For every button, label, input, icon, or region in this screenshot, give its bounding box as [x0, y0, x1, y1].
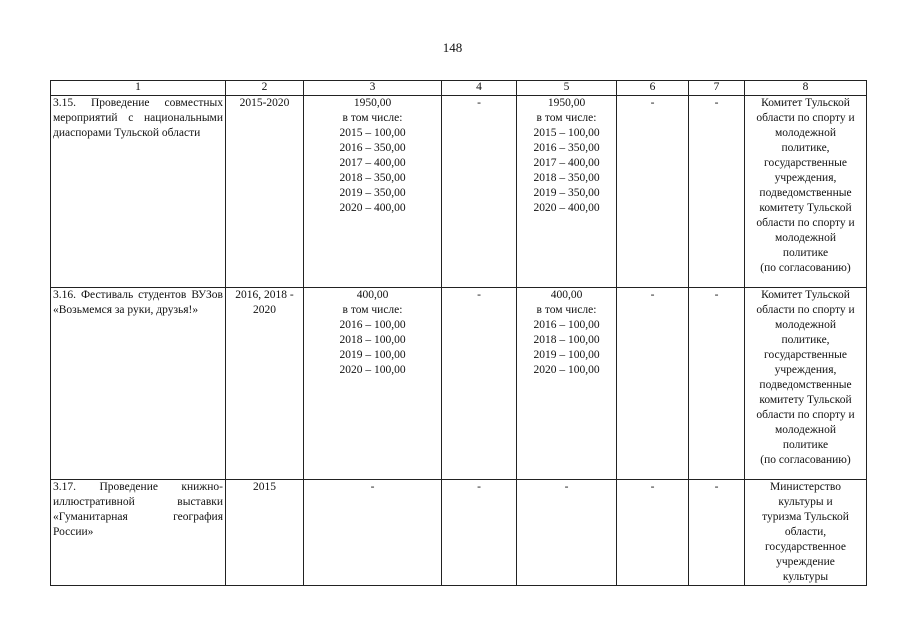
column-header: 7 [689, 81, 745, 96]
funding-line: 2020 – 100,00 [533, 364, 600, 376]
executor-line: политике [782, 247, 829, 259]
total-funding [304, 480, 442, 586]
column-header: 1 [51, 81, 226, 96]
table-row [51, 288, 867, 480]
program-table [50, 80, 867, 586]
funding-line: 2016 – 350,00 [533, 142, 600, 154]
col7-value: - [689, 480, 745, 586]
funding-line: - [564, 481, 569, 493]
executor-line: политике, [781, 334, 830, 346]
executor-line: государственное [764, 541, 847, 553]
executor-line: культуры [782, 571, 829, 583]
column-header: 8 [745, 81, 867, 96]
funding-line: 2017 – 400,00 [339, 157, 406, 169]
executor-line: Комитет Тульской [761, 97, 850, 109]
funding-line: 2020 – 400,00 [533, 202, 600, 214]
column-header: 6 [617, 81, 689, 96]
executor-line: молодежной [775, 424, 836, 436]
col7-value: - [689, 96, 745, 288]
funding-line: 2018 – 350,00 [339, 172, 406, 184]
col4-value: - [442, 288, 517, 480]
funding-line: 2019 – 350,00 [533, 187, 600, 199]
executor-line: области по спорту и [756, 409, 855, 421]
executor-line: учреждения, [774, 364, 837, 376]
executor-line: области по спорту и [756, 304, 855, 316]
executor [745, 96, 867, 288]
regional-funding [517, 480, 617, 586]
executor-line: области, [784, 526, 827, 538]
page-number: 148 [442, 40, 463, 55]
executor [745, 288, 867, 480]
funding-line: 400,00 [356, 289, 389, 301]
executor [745, 480, 867, 586]
funding-line: - [370, 481, 375, 493]
executor-line: (по согласованию) [760, 454, 851, 466]
executor-line: молодежной [775, 319, 836, 331]
col6-value: - [617, 288, 689, 480]
funding-line: 2020 – 100,00 [339, 364, 406, 376]
funding-line: 2016 – 100,00 [533, 319, 600, 331]
funding-line: 2017 – 400,00 [533, 157, 600, 169]
col6-value: - [617, 480, 689, 586]
total-funding [304, 288, 442, 480]
funding-line: в том числе: [342, 112, 403, 124]
column-header: 2 [226, 81, 304, 96]
col7-value: - [689, 288, 745, 480]
executor-line: туризма Тульской [762, 511, 849, 523]
funding-line: 2016 – 100,00 [339, 319, 406, 331]
funding-line: 2020 – 400,00 [339, 202, 406, 214]
executor-line: молодежной [775, 232, 836, 244]
funding-line: 2018 – 100,00 [339, 334, 406, 346]
total-funding [304, 96, 442, 288]
activity-period: 2016, 2018 - 2020 [226, 288, 304, 480]
table-row [51, 96, 867, 288]
executor-line: области по спорту и [756, 112, 855, 124]
activity-period: 2015-2020 [226, 96, 304, 288]
funding-line: 2015 – 100,00 [533, 127, 600, 139]
table-row [51, 480, 867, 586]
column-header: 4 [442, 81, 517, 96]
executor-line: области по спорту и [756, 217, 855, 229]
executor-line: комитету Тульской [759, 394, 852, 406]
executor-line: политике [782, 439, 829, 451]
header-row [51, 81, 867, 96]
executor-line: Комитет Тульской [761, 289, 850, 301]
funding-line: 1950,00 [353, 97, 392, 109]
executor-line: Министерство [770, 481, 841, 493]
funding-line: в том числе: [342, 304, 403, 316]
funding-line: 1950,00 [547, 97, 586, 109]
funding-line: 2019 – 100,00 [533, 349, 600, 361]
col6-value: - [617, 96, 689, 288]
funding-line: 2018 – 350,00 [533, 172, 600, 184]
executor-line: подведомственные [759, 187, 852, 199]
executor-line: учреждение [776, 556, 835, 568]
funding-line: 2019 – 350,00 [339, 187, 406, 199]
funding-line: 400,00 [550, 289, 583, 301]
funding-line: 2018 – 100,00 [533, 334, 600, 346]
funding-line: в том числе: [536, 304, 597, 316]
column-header: 5 [517, 81, 617, 96]
executor-line: молодежной [775, 127, 836, 139]
executor-line: комитету Тульской [759, 202, 852, 214]
column-header: 3 [304, 81, 442, 96]
funding-line: в том числе: [536, 112, 597, 124]
activity-name: 3.16. Фестиваль студентов ВУЗов «Возьмемся за руки, друзья!» [51, 288, 226, 480]
executor-line: (по согласованию) [760, 262, 851, 274]
executor-line: культуры и [778, 496, 833, 508]
regional-funding [517, 288, 617, 480]
activity-period: 2015 [226, 480, 304, 586]
regional-funding [517, 96, 617, 288]
col4-value: - [442, 480, 517, 586]
funding-line: 2015 – 100,00 [339, 127, 406, 139]
executor-line: государственные [764, 349, 847, 361]
executor-line: учреждения, [774, 172, 837, 184]
funding-line: 2019 – 100,00 [339, 349, 406, 361]
col4-value: - [442, 96, 517, 288]
activity-name: 3.15. Проведение совместных мероприятий с национальными диаспорами Тульской области [51, 96, 226, 288]
activity-name: 3.17. Проведение книжно-иллюстративной выставки «Гуманитарная география России» [51, 480, 226, 586]
funding-line: 2016 – 350,00 [339, 142, 406, 154]
executor-line: политике, [781, 142, 830, 154]
executor-line: подведомственные [759, 379, 852, 391]
executor-line: государственные [764, 157, 847, 169]
